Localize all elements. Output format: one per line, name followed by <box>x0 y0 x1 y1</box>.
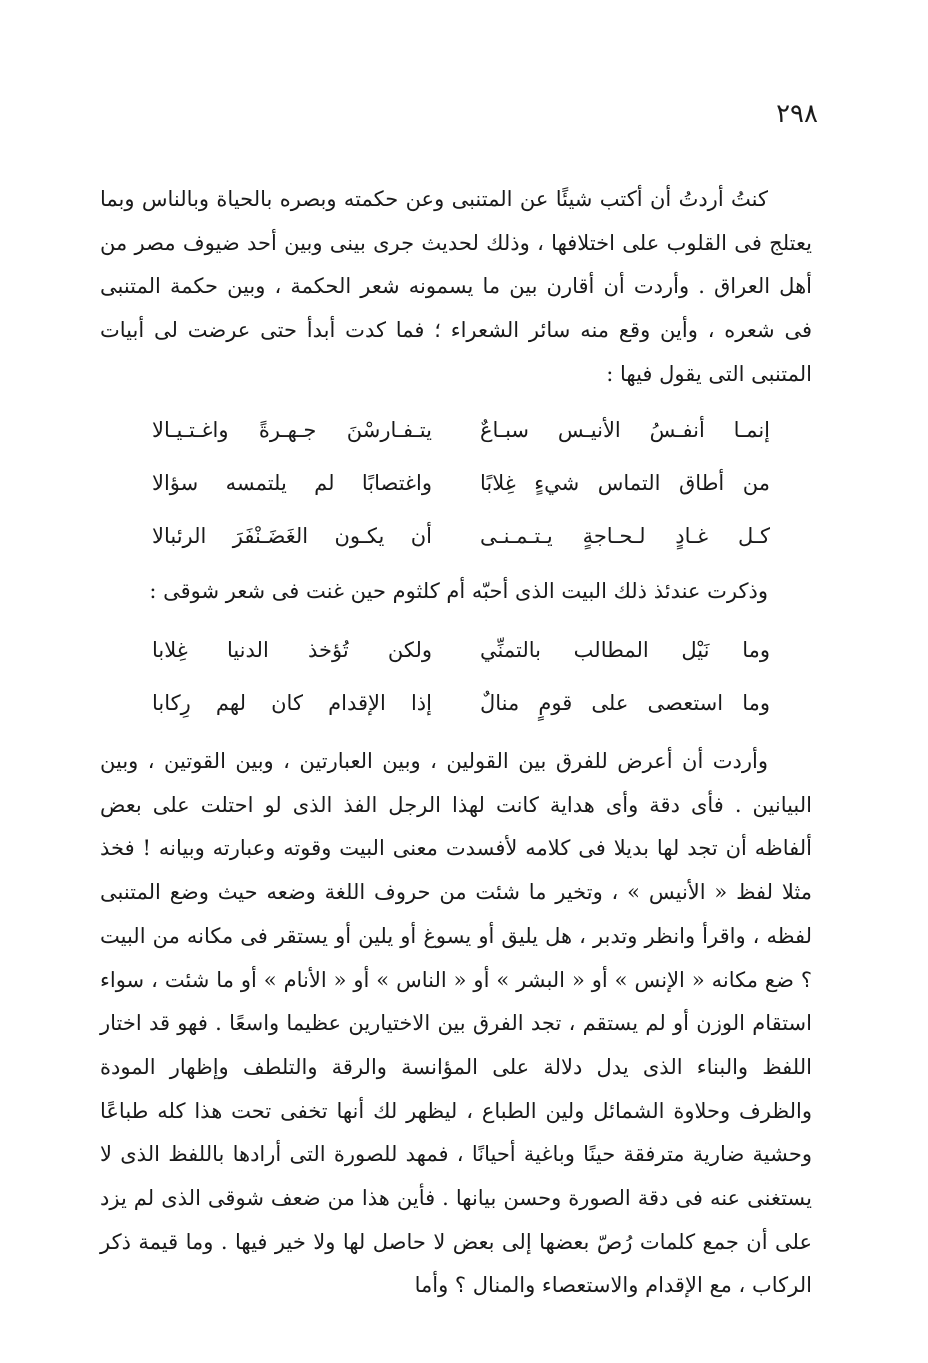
verse-first-hemistich: إنمـا أنفـسُ الأنيـس سبـاعٌ <box>480 418 770 442</box>
verse-second-hemistich: واغتصابًا لم يلتمسه سؤالا <box>152 471 432 495</box>
intro-paragraph <box>100 178 812 397</box>
verse-line <box>140 410 770 463</box>
verse-first-hemistich: من أطاق التماس شيءٍ غِلابًا <box>480 471 770 495</box>
verse-line <box>140 463 770 516</box>
verse-first-hemistich: كـل غـادٍ لـحـاجةٍ يـتـمـنـى <box>480 524 770 548</box>
verse-second-hemistich: يتـفـارسْنَ جـهـرةً واغـتـيـالا <box>152 418 432 442</box>
verse-second-hemistich: إذا الإقدام كان لهم رِكابا <box>152 691 432 715</box>
verse-first-hemistich: وما استعصى على قومٍ منالٌ <box>480 691 770 715</box>
shawqi-verses <box>140 630 770 736</box>
paragraph-text: وذكرت عندئذ ذلك البيت الذى أحبّه أم كلثوم حين غنت فى شعر شوقى : <box>149 579 768 603</box>
paragraph-text: كنتُ أردتُ أن أكتب شيئًا عن المتنبى وعن حكمته وبصره بالحياة وبالناس وبما يعتلج فى القلوب على اختلافها ، وذلك لحديث جرى بينى وبين أحد ضيوف مصر من أهل العراق . وأردت أن أقارن بين ما يسمونه شعر الحكمة ، وبين حكمة المتنبى فى شعره ، وأين وقع منه سائر الشعراء ؛ فما كدت أبدأ حتى عرضت لى أبيات المتنبى التى يقول فيها : <box>100 187 812 386</box>
verse-second-hemistich: أن يكـون الغَضَـنْفَرَ الرئبالا <box>152 524 432 548</box>
paragraph-text: وأردت أن أعرض للفرق بين القولين ، وبين العبارتين ، وبين القوتين ، وبين البيانين . فأى دقة وأى هداية كانت لهذا الرجل الفذ الذى لو احتلت على بعض ألفاظه أن تجد لها بديلا فى كلامه لأفسدت معنى البيت وقوته وعبارته وبيانه ! فخذ مثلا لفظ « الأنيس » ، وتخير ما شئت من حروف اللغة وضعه حيث وضع المتنبى لفظه ، واقرأ وانظر وتدبر ، هل يليق أو يسوغ أو يلين أو يستقر فى مكانه من البيت ؟ ضع مكانه « الإنس » أو « البشر » أو « الناس » أو « الأنام » أو ما شئت ، سواء استقام الوزن أو لم يستقم ، تجد الفرق بين الاختيارين عظيما واسعًا . فهو قد اختار اللفظ والبناء الذى يدل دلالة على المؤانسة والرقة والتلطف وإظهار المودة والظرف وحلاوة الشمائل ولين الطباع ، ليظهر لك أنها تخفى تحت هذا كله طباعًا وحشية ضارية مترفقة حينًا وباغية أحيانًا ، فمهد للصورة التى أرادها باللفظ الذى لا يستغنى عنه فى دقة الصورة وحسن بيانها . فأين هذا من ضعف شوقى الذى لم يزد على أن جمع كلمات رُصّ بعضها إلى بعض لا حاصل لها ولا خير فيها . وما قيمة ذكر الركاب ، مع الإقدام والاستعصاء والمنال ؟ وأما <box>100 749 812 1298</box>
verse-line <box>140 630 770 683</box>
analysis-paragraph <box>100 740 812 1308</box>
page-number: ٢٩٨ <box>776 99 818 129</box>
mutanabbi-verses <box>140 410 770 569</box>
verse-line <box>140 516 770 569</box>
verse-line <box>140 683 770 736</box>
verse-first-hemistich: وما نَيْل المطالب بالتمنِّي <box>480 638 770 662</box>
verse-second-hemistich: ولكن تُؤخذ الدنيا غِلابا <box>152 638 432 662</box>
shawqi-intro-paragraph <box>100 570 812 614</box>
